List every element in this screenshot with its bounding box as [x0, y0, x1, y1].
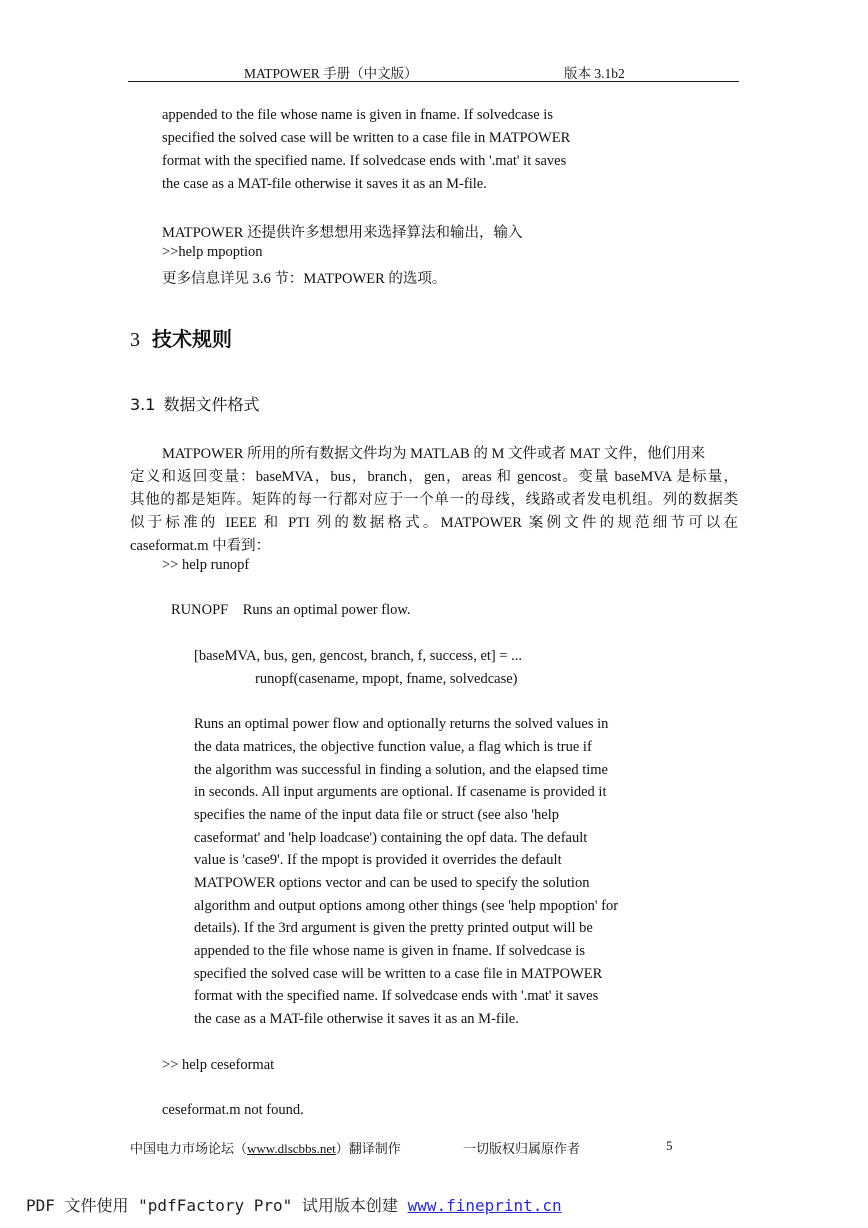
help-line: specified the solved case will be written to a case file in MATPOWER	[194, 966, 603, 982]
help-line: Runs an optimal power flow and optionally returns the solved values in	[194, 716, 609, 732]
help-line: algorithm and output options among other things (see 'help mpoption' for	[194, 898, 619, 914]
help-line: caseformat' and 'help loadcase') containing the opf data. The default	[194, 830, 588, 846]
header-title: MATPOWER 手册（中文版）	[244, 66, 418, 81]
footer-rights: 一切版权归属原作者	[463, 1141, 581, 1156]
options-line: >>help mpoption	[162, 244, 263, 260]
options-line: 更多信息详见 3.6 节：MATPOWER 的选项。	[162, 271, 447, 287]
section-3-heading	[130, 323, 232, 352]
section-number: 3	[130, 329, 140, 351]
header-rule	[128, 81, 739, 82]
help-line: the case as a MAT-file otherwise it saves it as an M-file.	[194, 1011, 519, 1027]
footer-suffix: ）翻译制作	[335, 1141, 401, 1156]
pdf-notice-link[interactable]: www.fineprint.cn	[407, 1196, 562, 1215]
intro-line: the case as a MAT-file otherwise it saves it as an M-file.	[162, 176, 487, 192]
signature-line: [baseMVA, bus, gen, gencost, branch, f, success, et] = ...	[194, 648, 523, 664]
section-3-1-heading	[130, 392, 259, 415]
footer-credit	[130, 1138, 401, 1157]
page-number: 5	[666, 1138, 673, 1153]
help-line: details). If the 3rd argument is given the pretty printed output will be	[194, 920, 593, 936]
subsection-number: 3.1	[130, 395, 156, 414]
body-line: 定义和返回变量：baseMVA，bus，branch，gen，areas 和 gencost。变量 baseMVA 是标量，	[130, 469, 738, 485]
pdf-notice-text: PDF 文件使用 "pdfFactory Pro" 试用版本创建	[26, 1196, 408, 1215]
command-ceseformat: >> help ceseformat	[162, 1057, 275, 1073]
help-line: in seconds. All input arguments are optional. If casename is provided it	[194, 784, 607, 800]
intro-line: specified the solved case will be written to a case file in MATPOWER	[162, 130, 571, 146]
body-line: MATPOWER 所用的所有数据文件均为 MATLAB 的 M 文件或者 MAT 文件，他们用来	[162, 446, 706, 462]
options-line: MATPOWER 还提供许多想想用来选择算法和输出，输入	[162, 225, 523, 241]
help-line: appended to the file whose name is given in fname. If solvedcase is	[194, 943, 585, 959]
signature-line: runopf(casename, mpopt, fname, solvedcase)	[255, 671, 518, 687]
help-line: format with the specified name. If solvedcase ends with '.mat' it saves	[194, 988, 599, 1004]
help-line: MATPOWER options vector and can be used to specify the solution	[194, 875, 590, 891]
body-line: 其他的都是矩阵。矩阵的每一行都对应于一个单一的母线，线路或者发电机组。列的数据类	[130, 492, 738, 508]
not-found-message: ceseformat.m not found.	[162, 1102, 304, 1118]
help-line: value is 'case9'. If the mpopt is provided it overrides the default	[194, 852, 562, 868]
help-line: specifies the name of the input data file or struct (see also 'help	[194, 807, 559, 823]
intro-line: appended to the file whose name is given in fname. If solvedcase is	[162, 107, 553, 123]
section-title: 技术规则	[152, 327, 232, 351]
body-line: 似于标准的 IEEE 和 PTI 列的数据格式。MATPOWER 案例文件的规范细节可以在	[130, 515, 738, 531]
runopf-title: RUNOPF Runs an optimal power flow.	[171, 602, 411, 618]
footer-prefix: 中国电力市场论坛（	[130, 1141, 248, 1156]
body-line: caseformat.m 中看到：	[130, 538, 271, 554]
footer-link[interactable]: www.dlscbbs.net	[247, 1141, 336, 1156]
subsection-title: 数据文件格式	[163, 395, 260, 414]
help-line: the data matrices, the objective function value, a flag which is true if	[194, 739, 592, 755]
command-runopf: >> help runopf	[162, 557, 250, 573]
help-line: the algorithm was successful in finding a solution, and the elapsed time	[194, 762, 608, 778]
intro-line: format with the specified name. If solvedcase ends with '.mat' it saves	[162, 153, 567, 169]
pdf-notice	[26, 1193, 562, 1216]
header-version: 版本 3.1b2	[564, 66, 625, 81]
